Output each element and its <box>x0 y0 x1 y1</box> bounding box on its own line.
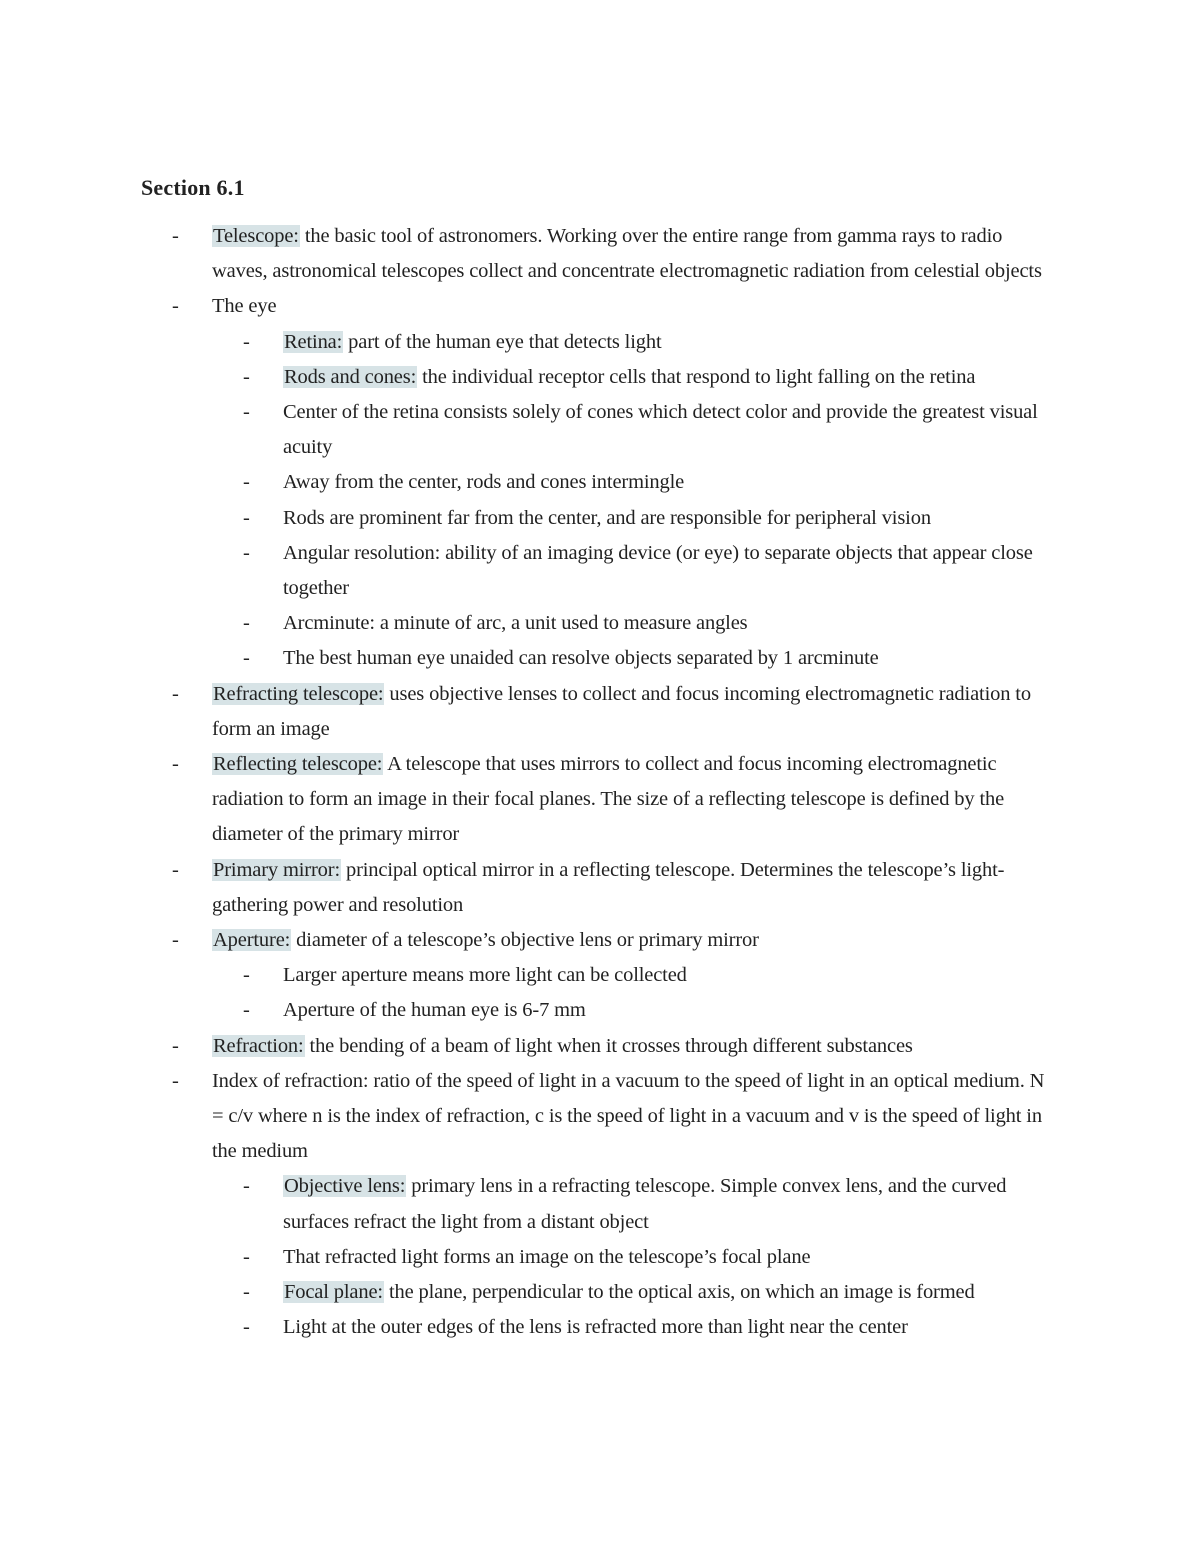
term-highlight: Telescope: <box>213 225 299 247</box>
item-text: Arcminute: a minute of arc, a unit used to measure angles <box>283 612 748 635</box>
bullet-dash: - <box>243 365 250 388</box>
list-item <box>0 677 1057 747</box>
bullet-dash: - <box>243 999 250 1022</box>
list-item <box>0 1169 1073 1239</box>
list-item <box>0 219 1057 289</box>
term-highlight: Objective lens: <box>284 1175 406 1198</box>
bullet-dash: - <box>172 225 179 247</box>
term-highlight: Reflecting telescope: <box>213 753 383 776</box>
item-text: uses objective lenses to collect and focus incoming electromagnetic radiation to form an image <box>212 682 1031 740</box>
bullet-dash: - <box>243 541 250 564</box>
list-item <box>0 958 1073 993</box>
term-highlight: Refraction: <box>213 1034 304 1057</box>
section-heading: Section 6.1 <box>141 175 245 200</box>
bullet-dash: - <box>243 1316 250 1339</box>
item-text: Center of the retina consists solely of cones which detect color and provide the greatest visual acuity <box>283 401 1038 459</box>
list-item <box>0 1029 1057 1064</box>
list-item <box>0 325 1073 360</box>
list-item <box>0 853 1057 923</box>
bullet-dash: - <box>172 1069 179 1092</box>
bullet-dash: - <box>243 1245 250 1268</box>
list-item <box>0 606 1073 641</box>
item-text: Larger aperture means more light can be collected <box>283 964 687 987</box>
list-item <box>0 289 1057 324</box>
list-item <box>0 501 1073 536</box>
list-item <box>0 1240 1073 1275</box>
item-text: the individual receptor cells that respond to light falling on the retina <box>417 365 976 388</box>
item-text: part of the human eye that detects light <box>343 330 662 353</box>
item-text: principal optical mirror in a reflecting telescope. Determines the telescope’s light-gathering power and resolution <box>212 858 1005 916</box>
list-item <box>0 993 1073 1028</box>
item-text: the bending of a beam of light when it crosses through different substances <box>304 1034 913 1057</box>
bullet-dash: - <box>243 401 250 424</box>
bullet-dash: - <box>243 471 250 494</box>
list-item <box>0 747 1057 853</box>
term-highlight: Primary mirror: <box>213 858 340 881</box>
list-item <box>0 1275 1073 1310</box>
bullet-dash: - <box>243 506 250 529</box>
term-highlight: Retina: <box>284 330 343 353</box>
list-item <box>0 395 1073 465</box>
bullet-dash: - <box>243 1281 250 1304</box>
bullet-dash: - <box>172 682 179 705</box>
item-text: diameter of a telescope’s objective lens or primary mirror <box>291 929 759 952</box>
bullet-dash: - <box>243 964 250 987</box>
item-text: The best human eye unaided can resolve objects separated by 1 arcminute <box>283 647 879 670</box>
bullet-dash: - <box>243 1175 250 1198</box>
bullet-dash: - <box>172 929 179 952</box>
bullet-dash: - <box>172 753 179 776</box>
list-item <box>0 923 1057 958</box>
bullet-dash: - <box>243 612 250 635</box>
bullet-dash: - <box>172 295 179 318</box>
item-text: primary lens in a refracting telescope. Simple convex lens, and the curved surfaces refract the light from a distant object <box>283 1175 1007 1233</box>
term-highlight: Rods and cones: <box>284 365 417 388</box>
bullet-dash: - <box>243 647 250 670</box>
list-item <box>0 1310 1073 1345</box>
list-item <box>0 641 1073 676</box>
list-item <box>0 360 1073 395</box>
bullet-dash: - <box>243 330 250 353</box>
item-text: A telescope that uses mirrors to collect and focus incoming electromagnetic radiation to form an image in their focal planes. The size of a reflecting telescope is defined by the diameter of the primary mirror <box>212 753 1005 846</box>
item-text: That refracted light forms an image on the telescope’s focal plane <box>283 1245 811 1268</box>
list-item <box>0 465 1073 500</box>
item-text: Away from the center, rods and cones intermingle <box>283 471 685 494</box>
term-highlight: Focal plane: <box>284 1281 383 1304</box>
list-item <box>0 1064 1057 1170</box>
term-highlight: Refracting telescope: <box>213 682 384 705</box>
item-text: The eye <box>212 295 277 318</box>
item-text: the plane, perpendicular to the optical axis, on which an image is formed <box>383 1281 975 1304</box>
item-text: Index of refraction: ratio of the speed of light in a vacuum to the speed of light in an optical medium. N = c/v where n is the index of refraction, c is the speed of light in a vacuum and v is the speed of light in the medium <box>212 1069 1045 1163</box>
list-item <box>0 536 1073 606</box>
item-text: Aperture of the human eye is 6-7 mm <box>283 999 586 1022</box>
item-text: Light at the outer edges of the lens is refracted more than light near the center <box>283 1316 908 1339</box>
item-text: the basic tool of astronomers. Working over the entire range from gamma rays to radio waves, astronomical telescopes collect and concentrate electromagnetic radiation from celestial objects <box>212 225 1042 283</box>
bullet-dash: - <box>172 858 179 881</box>
notes-list <box>0 219 1200 1346</box>
term-highlight: Aperture: <box>213 929 291 952</box>
item-text: Rods are prominent far from the center, and are responsible for peripheral vision <box>283 506 931 529</box>
bullet-dash: - <box>172 1034 179 1057</box>
item-text: Angular resolution: ability of an imaging device (or eye) to separate objects that appear close together <box>283 541 1033 600</box>
